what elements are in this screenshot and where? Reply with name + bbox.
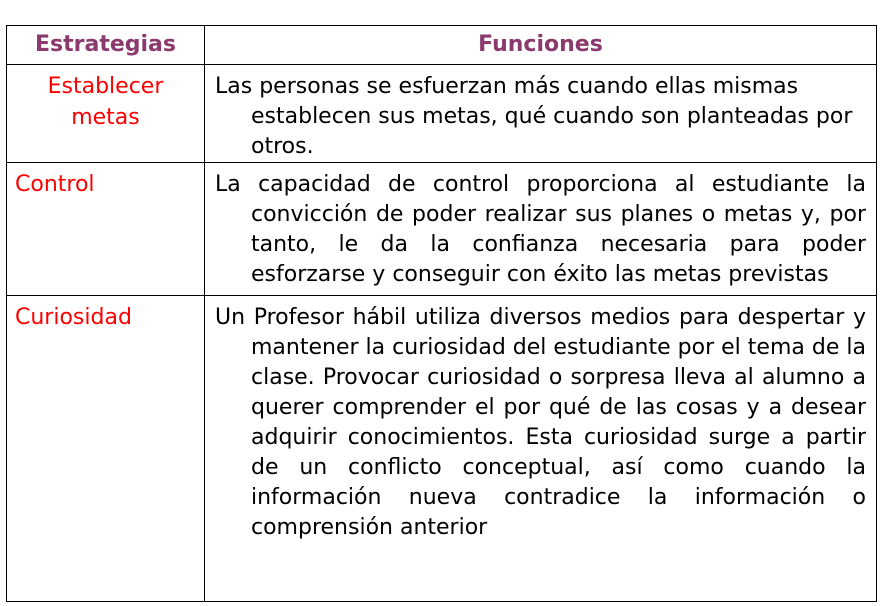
- table-row: [7, 65, 877, 163]
- strategy-cell-control: Control: [7, 163, 205, 296]
- header-estrategias: Estrategias: [7, 26, 205, 65]
- strategy-cell-establecer-metas: Establecer metas: [7, 65, 205, 163]
- table-row: [7, 296, 877, 602]
- function-cell-curiosidad: Un Profesor hábil utiliza diversos medios para despertar y mantener la curiosidad del estudiante por el tema de la clase. Provocar curiosidad o sorpresa lleva al alumno a querer comprender el por qué de las cosas y a desear adquirir conocimientos. Esta curiosidad surge a partir de un conflicto conceptual, así como cuando la información nueva contradice la información o comprensión anterior: [205, 296, 877, 602]
- function-cell-control: La capacidad de control proporciona al estudiante la convicción de poder realizar sus planes o metas y, por tanto, le da la confianza necesaria para poder esforzarse y conseguir con éxito las metas previstas: [205, 163, 877, 296]
- strategies-table: [6, 25, 877, 602]
- header-funciones: Funciones: [205, 26, 877, 65]
- function-cell-establecer-metas: Las personas se esfuerzan más cuando ellas mismas establecen sus metas, qué cuando son planteadas por otros.: [205, 65, 877, 163]
- strategy-cell-curiosidad: Curiosidad: [7, 296, 205, 602]
- table-row: [7, 163, 877, 296]
- table-header-row: [7, 26, 877, 65]
